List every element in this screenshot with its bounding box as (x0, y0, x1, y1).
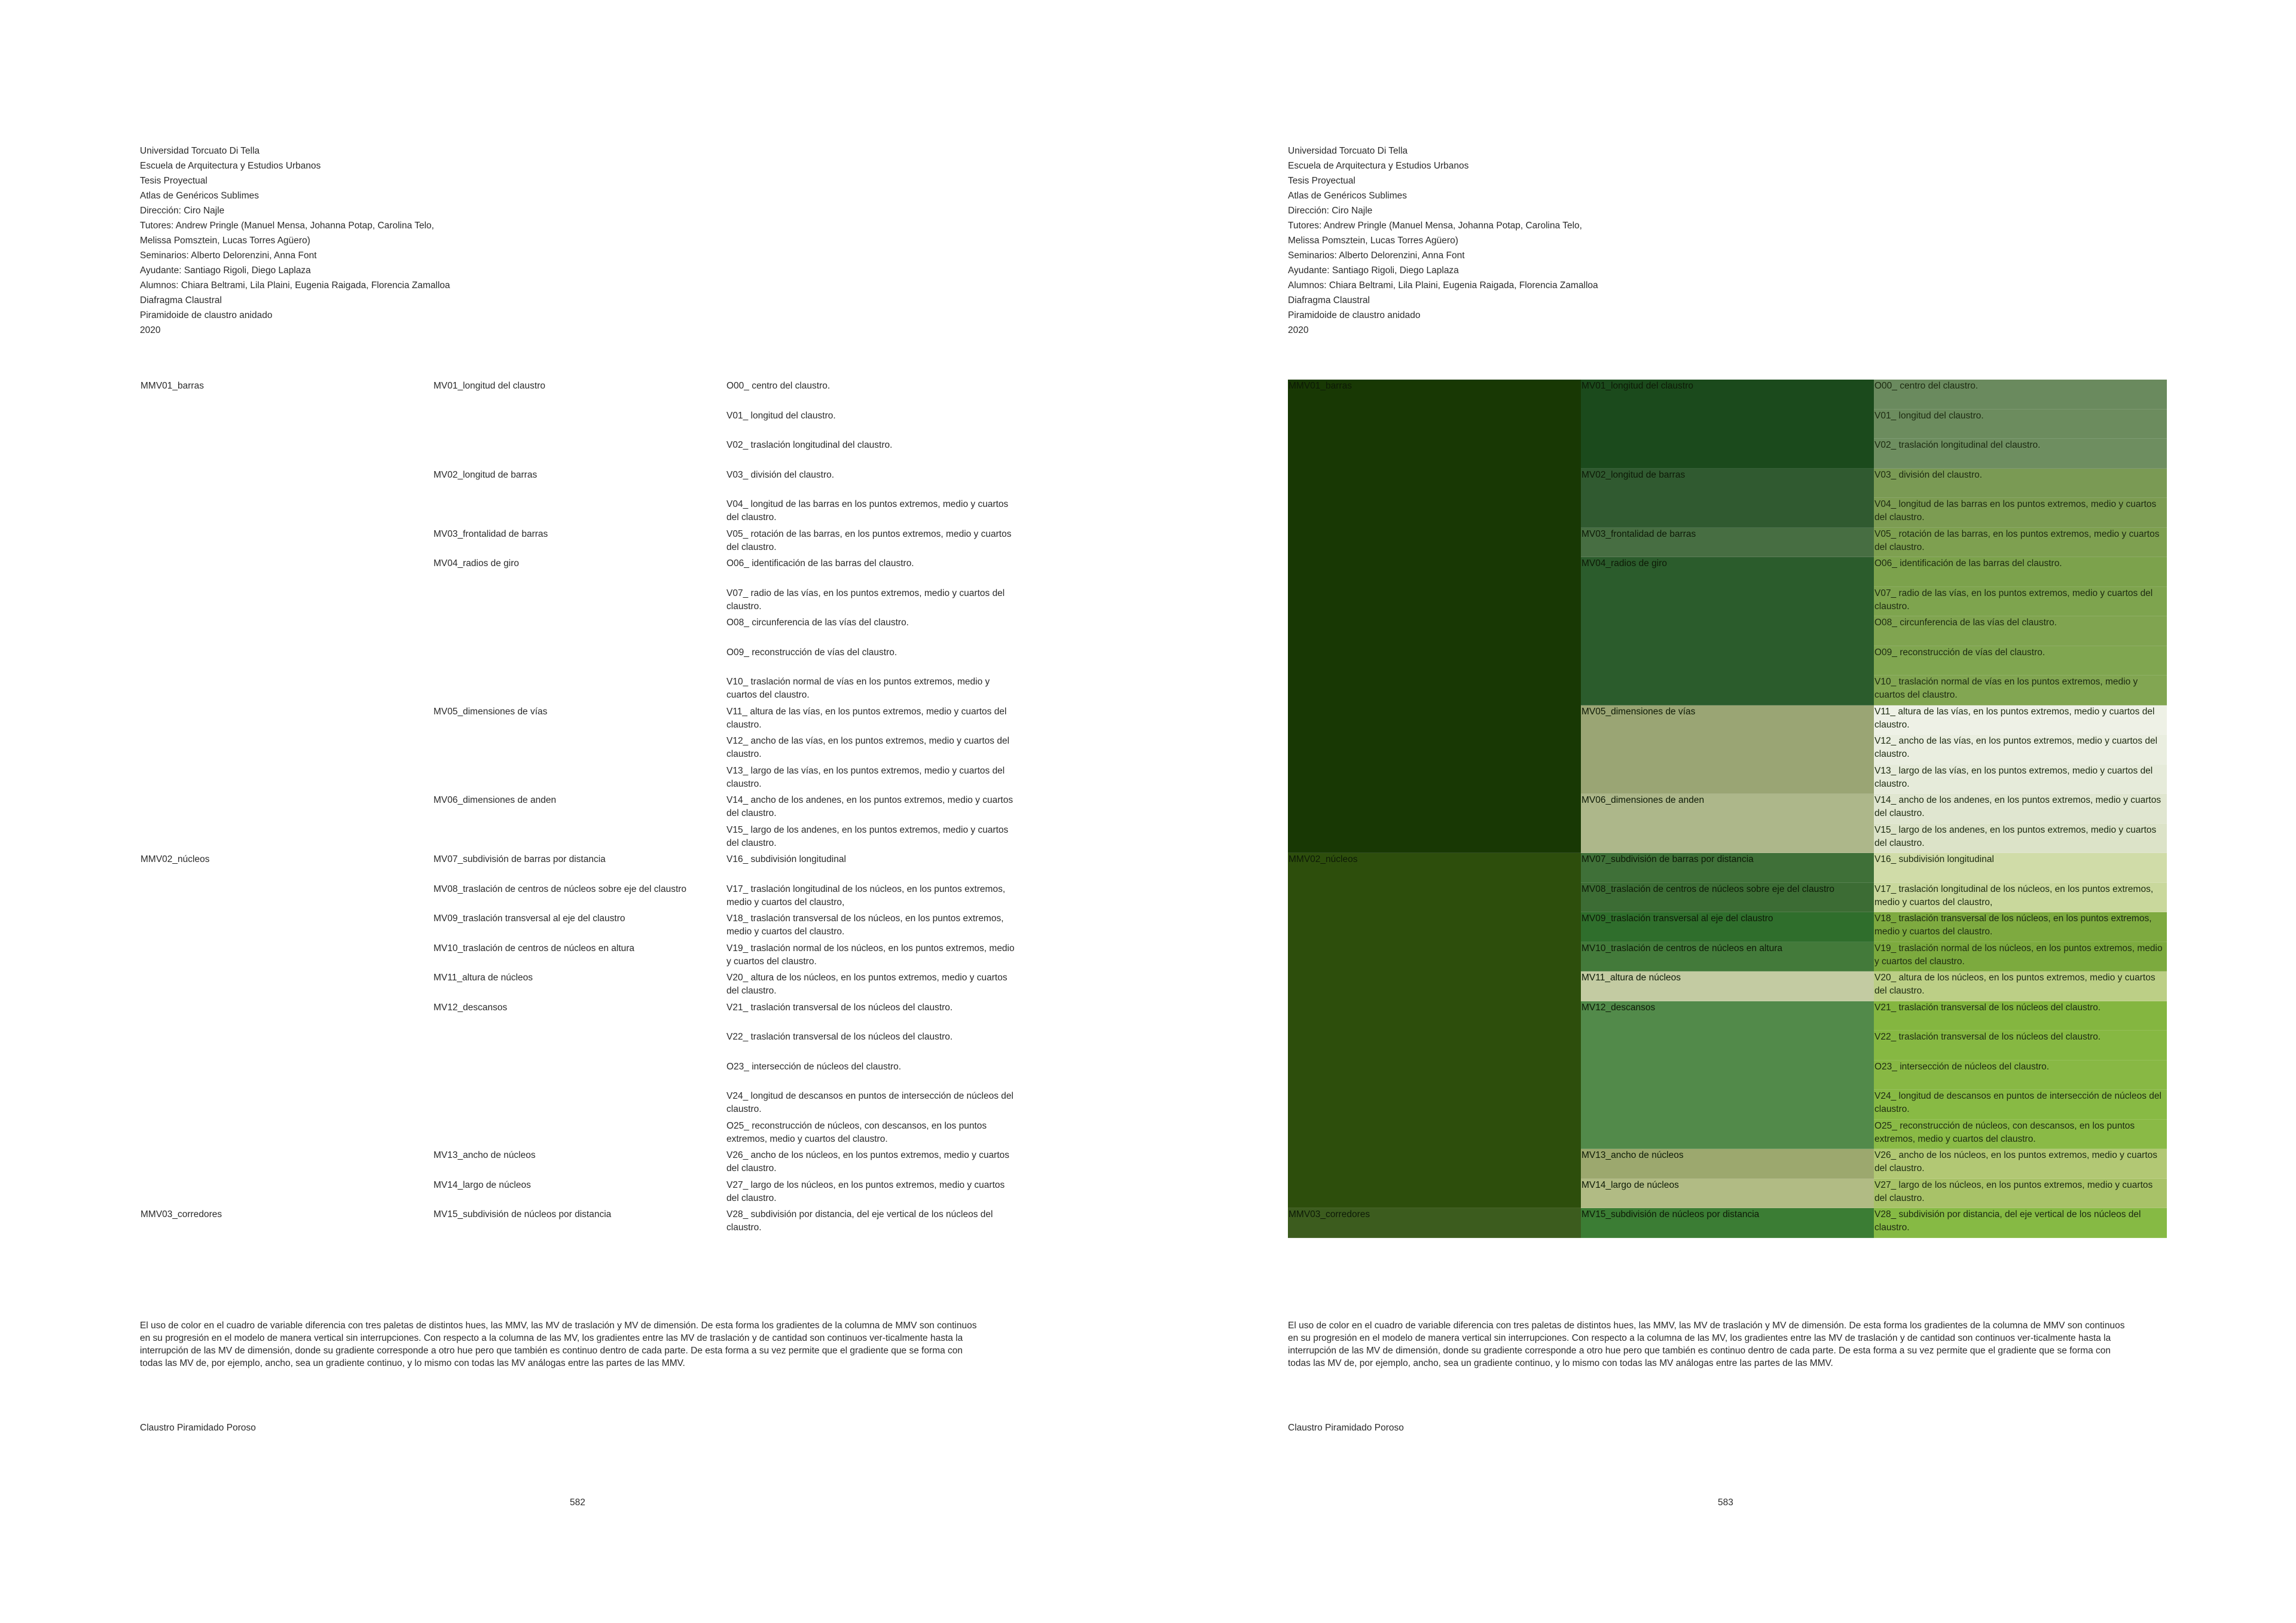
mv-column (433, 380, 726, 1238)
header-line: Diafragma Claustral (140, 295, 222, 305)
variable-cell: V01_ longitud del claustro. (1874, 409, 2167, 439)
header-line: 2020 (1288, 325, 1309, 335)
variable-cell: V07_ radio de las vías, en los puntos extremos, medio y cuartos del claustro. (726, 588, 1005, 612)
mv-cell: MV03_frontalidad de barras (433, 528, 548, 539)
mv-cell: MV06_dimensiones de anden (433, 795, 557, 805)
right-page (1148, 0, 2296, 1623)
variable-cell: V10_ traslación normal de vías en los puntos extremos, medio y cuartos del claustro. (726, 677, 990, 700)
mv-cell: MV13_ancho de núcleos (1581, 1149, 1874, 1179)
mv-cell: MV15_subdivisión de núcleos por distancia (1581, 1208, 1874, 1238)
variable-cell: O25_ reconstrucción de núcleos, con descansos, en los puntos extremos, medio y cuartos del claustro. (1874, 1120, 2167, 1150)
variables-table (140, 380, 1013, 1238)
description-paragraph: El uso de color en el cuadro de variable diferencia con tres paletas de distintos hues, las MMV, las MV de traslación y MV de dimensión. De esta forma los gradientes de la columna de MMV son continuos en su progresión en el modelo de manera vertical sin interrupciones. Con respecto a la columna de las MV, los gradientes entre las MV de traslación y de cantidad son continuos ver-ticalmente hasta la interrupción de las MV de dimensión, donde su gradiente corresponde a otro hue pero que también es continuo dentro de cada parte. De esta forma a su vez permite que el gradiente que se forma con todas las MV de, por ejemplo, ancho, sea un gradiente continuo, y lo mismo con todas las MV análogas entre las partes de las MMV. (1288, 1321, 2125, 1368)
mv-cell: MV07_subdivisión de barras por distancia (1581, 853, 1874, 883)
variable-cell: O23_ intersección de núcleos del claustro. (1874, 1060, 2167, 1090)
mv-cell: MV09_traslación transversal al eje del claustro (433, 913, 625, 924)
mv-cell: MV04_radios de giro (433, 558, 520, 568)
variable-cell: V12_ ancho de las vías, en los puntos extremos, medio y cuartos del claustro. (726, 736, 1010, 759)
variable-cell: V10_ traslación normal de vías en los puntos extremos, medio y cuartos del claustro. (1874, 676, 2167, 705)
variable-cell: V15_ largo de los andenes, en los puntos extremos, medio y cuartos del claustro. (1874, 824, 2167, 854)
header-line: Escuela de Arquitectura y Estudios Urbanos (140, 161, 321, 171)
mmv-column (140, 380, 433, 1238)
variable-cell: V11_ altura de las vías, en los puntos extremos, medio y cuartos del claustro. (726, 706, 1007, 730)
header-line: Atlas de Genéricos Sublimes (1288, 191, 1407, 201)
mv-cell: MV12_descansos (1581, 1001, 1874, 1150)
variable-cell: V21_ traslación transversal de los núcleos del claustro. (1874, 1001, 2167, 1031)
mv-cell: MV08_traslación de centros de núcleos sobre eje del claustro (433, 884, 687, 894)
header-line: Atlas de Genéricos Sublimes (140, 191, 259, 201)
header-line: Seminarios: Alberto Delorenzini, Anna Font (1288, 250, 1465, 261)
mv-cell: MV14_largo de núcleos (433, 1179, 531, 1190)
header-line: Tutores: Andrew Pringle (Manuel Mensa, Johanna Potap, Carolina Telo, Melissa Pomsztein, Lucas Torres Agüero) (1288, 221, 1582, 246)
variable-cell: V26_ ancho de los núcleos, en los puntos extremos, medio y cuartos del claustro. (1874, 1149, 2167, 1179)
variable-cell: V22_ traslación transversal de los núcleos del claustro. (726, 1032, 953, 1042)
variable-cell: V03_ división del claustro. (726, 469, 835, 480)
mv-cell: MV11_altura de núcleos (433, 973, 533, 983)
mmv-cell: MMV01_barras (141, 381, 204, 391)
variable-cell: V28_ subdivisión por distancia, del eje vertical de los núcleos del claustro. (1874, 1208, 2167, 1238)
variable-cell: V05_ rotación de las barras, en los puntos extremos, medio y cuartos del claustro. (726, 528, 1012, 552)
mv-cell: MV05_dimensiones de vías (1581, 705, 1874, 794)
mv-cell: MV01_longitud del claustro (433, 381, 545, 391)
variable-cell: V12_ ancho de las vías, en los puntos extremos, medio y cuartos del claustro. (1874, 735, 2167, 765)
mv-cell: MV02_longitud de barras (433, 469, 538, 480)
variable-column (726, 380, 1019, 1238)
variable-cell: V13_ largo de las vías, en los puntos extremos, medio y cuartos del claustro. (1874, 765, 2167, 794)
variable-cell: O08_ circunferencia de las vías del claustro. (726, 618, 909, 628)
header-line: Tesis Proyectual (140, 176, 207, 186)
header-line: Tutores: Andrew Pringle (Manuel Mensa, Johanna Potap, Carolina Telo, Melissa Pomsztein, Lucas Torres Agüero) (140, 221, 434, 246)
header-line: Ayudante: Santiago Rigoli, Diego Laplaza (1288, 265, 1459, 276)
mv-cell: MV10_traslación de centros de núcleos en altura (1581, 942, 1874, 972)
mv-cell: MV03_frontalidad de barras (1581, 528, 1874, 558)
variable-cell: V24_ longitud de descansos en puntos de intersección de núcleos del claustro. (726, 1091, 1013, 1114)
variable-cell: V14_ ancho de los andenes, en los puntos extremos, medio y cuartos del claustro. (1874, 794, 2167, 824)
variable-cell: V20_ altura de los núcleos, en los puntos extremos, medio y cuartos del claustro. (726, 973, 1007, 996)
variable-cell: V01_ longitud del claustro. (726, 410, 836, 421)
variable-cell: O23_ intersección de núcleos del claustro. (726, 1061, 902, 1072)
mmv-cell: MMV02_núcleos (141, 854, 210, 864)
mv-cell: MV10_traslación de centros de núcleos en altura (433, 943, 635, 953)
header-line: Universidad Torcuato Di Tella (140, 146, 260, 156)
variable-cell: O25_ reconstrucción de núcleos, con descansos, en los puntos extremos, medio y cuartos del claustro. (726, 1120, 987, 1144)
variable-cell: V19_ traslación normal de los núcleos, en los puntos extremos, medio y cuartos del claustro. (1874, 942, 2167, 972)
page-number: 583 (1718, 1497, 1733, 1508)
header-line: Dirección: Ciro Najle (1288, 206, 1373, 216)
variable-cell: V28_ subdivisión por distancia, del eje vertical de los núcleos del claustro. (726, 1209, 993, 1233)
variable-cell: V11_ altura de las vías, en los puntos extremos, medio y cuartos del claustro. (1874, 705, 2167, 735)
variable-cell: V04_ longitud de las barras en los puntos extremos, medio y cuartos del claustro. (726, 499, 1009, 522)
header-line: Piramidoide de claustro anidado (1288, 310, 1421, 320)
mmv-cell: MMV01_barras (1288, 380, 1581, 853)
variable-cell: O00_ centro del claustro. (726, 381, 831, 391)
variable-cell: O06_ identificación de las barras del claustro. (1874, 557, 2167, 587)
variables-table-colored (1288, 380, 2161, 1238)
header-line: Tesis Proyectual (1288, 176, 1355, 186)
variable-cell: V18_ traslación transversal de los núcleos, en los puntos extremos, medio y cuartos del claustro. (1874, 912, 2167, 942)
variable-cell: V16_ subdivisión longitudinal (726, 854, 846, 864)
project-subtitle: Claustro Piramidado Poroso (140, 1423, 256, 1433)
project-subtitle: Claustro Piramidado Poroso (1288, 1423, 1404, 1433)
mv-cell: MV12_descansos (433, 1002, 508, 1013)
variable-cell: V17_ traslación longitudinal de los núcleos, en los puntos extremos, medio y cuartos del claustro, (726, 884, 1006, 907)
header-line: Universidad Torcuato Di Tella (1288, 146, 1408, 156)
variable-cell: O06_ identificación de las barras del claustro. (726, 558, 914, 568)
variable-column (1874, 380, 2167, 1238)
variable-cell: V27_ largo de los núcleos, en los puntos extremos, medio y cuartos del claustro. (1874, 1179, 2167, 1209)
variable-cell: V21_ traslación transversal de los núcleos del claustro. (726, 1002, 953, 1013)
variable-cell: O09_ reconstrucción de vías del claustro. (1874, 646, 2167, 676)
mv-cell: MV01_longitud del claustro (1581, 380, 1874, 469)
mv-cell: MV04_radios de giro (1581, 557, 1874, 705)
variable-cell: V27_ largo de los núcleos, en los puntos extremos, medio y cuartos del claustro. (726, 1179, 1005, 1203)
variable-cell: V13_ largo de las vías, en los puntos extremos, medio y cuartos del claustro. (726, 765, 1005, 789)
mv-cell: MV02_longitud de barras (1581, 469, 1874, 528)
header-line: Seminarios: Alberto Delorenzini, Anna Font (140, 250, 317, 261)
variable-cell: V26_ ancho de los núcleos, en los puntos extremos, medio y cuartos del claustro. (726, 1150, 1010, 1173)
variable-cell: V02_ traslación longitudinal del claustro. (726, 440, 893, 450)
header-block (1288, 143, 1706, 338)
variable-cell: V04_ longitud de las barras en los puntos extremos, medio y cuartos del claustro. (1874, 498, 2167, 528)
header-line: 2020 (140, 325, 161, 335)
mv-cell: MV13_ancho de núcleos (433, 1150, 536, 1160)
variable-cell: O09_ reconstrucción de vías del claustro. (726, 647, 897, 658)
mv-column (1581, 380, 1874, 1238)
mmv-column (1288, 380, 1581, 1238)
variable-cell: V02_ traslación longitudinal del claustro. (1874, 439, 2167, 469)
variable-cell: V20_ altura de los núcleos, en los puntos extremos, medio y cuartos del claustro. (1874, 971, 2167, 1001)
page-number: 582 (570, 1497, 585, 1508)
variable-cell: V19_ traslación normal de los núcleos, en los puntos extremos, medio y cuartos del claustro. (726, 943, 1015, 967)
variable-cell: V14_ ancho de los andenes, en los puntos extremos, medio y cuartos del claustro. (726, 795, 1013, 818)
mmv-cell: MMV03_corredores (141, 1209, 222, 1219)
header-line: Dirección: Ciro Najle (140, 206, 225, 216)
variable-cell: V03_ división del claustro. (1874, 469, 2167, 499)
variable-cell: V22_ traslación transversal de los núcleos del claustro. (1874, 1031, 2167, 1060)
header-line: Piramidoide de claustro anidado (140, 310, 273, 320)
description-paragraph: El uso de color en el cuadro de variable diferencia con tres paletas de distintos hues, las MMV, las MV de traslación y MV de dimensión. De esta forma los gradientes de la columna de MMV son continuos en su progresión en el modelo de manera vertical sin interrupciones. Con respecto a la columna de las MV, los gradientes entre las MV de traslación y de cantidad son continuos ver-ticalmente hasta la interrupción de las MV de dimensión, donde su gradiente corresponde a otro hue pero que también es continuo dentro de cada parte. De esta forma a su vez permite que el gradiente que se forma con todas las MV de, por ejemplo, ancho, sea un gradiente continuo, y lo mismo con todas las MV análogas entre las partes de las MMV. (140, 1321, 977, 1368)
mmv-cell: MMV02_núcleos (1288, 853, 1581, 1208)
variable-cell: O08_ circunferencia de las vías del claustro. (1874, 616, 2167, 646)
variable-cell: V16_ subdivisión longitudinal (1874, 853, 2167, 883)
mv-cell: MV06_dimensiones de anden (1581, 794, 1874, 853)
variable-cell: V18_ traslación transversal de los núcleos, en los puntos extremos, medio y cuartos del claustro. (726, 913, 1004, 937)
header-line: Ayudante: Santiago Rigoli, Diego Laplaza (140, 265, 311, 276)
mmv-cell: MMV03_corredores (1288, 1208, 1581, 1238)
header-line: Alumnos: Chiara Beltrami, Lila Plaini, Eugenia Raigada, Florencia Zamalloa (1288, 280, 1598, 291)
header-line: Alumnos: Chiara Beltrami, Lila Plaini, Eugenia Raigada, Florencia Zamalloa (140, 280, 450, 291)
header-block (140, 143, 558, 338)
mv-cell: MV11_altura de núcleos (1581, 971, 1874, 1001)
variable-cell: V17_ traslación longitudinal de los núcleos, en los puntos extremos, medio y cuartos del claustro, (1874, 883, 2167, 913)
mv-cell: MV08_traslación de centros de núcleos sobre eje del claustro (1581, 883, 1874, 913)
mv-cell: MV09_traslación transversal al eje del claustro (1581, 912, 1874, 942)
mv-cell: MV15_subdivisión de núcleos por distancia (433, 1209, 612, 1219)
mv-cell: MV14_largo de núcleos (1581, 1179, 1874, 1209)
variable-cell: V05_ rotación de las barras, en los puntos extremos, medio y cuartos del claustro. (1874, 528, 2167, 558)
variable-cell: V24_ longitud de descansos en puntos de intersección de núcleos del claustro. (1874, 1090, 2167, 1120)
variable-cell: O00_ centro del claustro. (1874, 380, 2167, 409)
variable-cell: V07_ radio de las vías, en los puntos extremos, medio y cuartos del claustro. (1874, 587, 2167, 617)
mv-cell: MV05_dimensiones de vías (433, 706, 548, 717)
mv-cell: MV07_subdivisión de barras por distancia (433, 854, 606, 864)
header-line: Diafragma Claustral (1288, 295, 1370, 305)
variable-cell: V15_ largo de los andenes, en los puntos extremos, medio y cuartos del claustro. (726, 824, 1009, 848)
header-line: Escuela de Arquitectura y Estudios Urbanos (1288, 161, 1469, 171)
